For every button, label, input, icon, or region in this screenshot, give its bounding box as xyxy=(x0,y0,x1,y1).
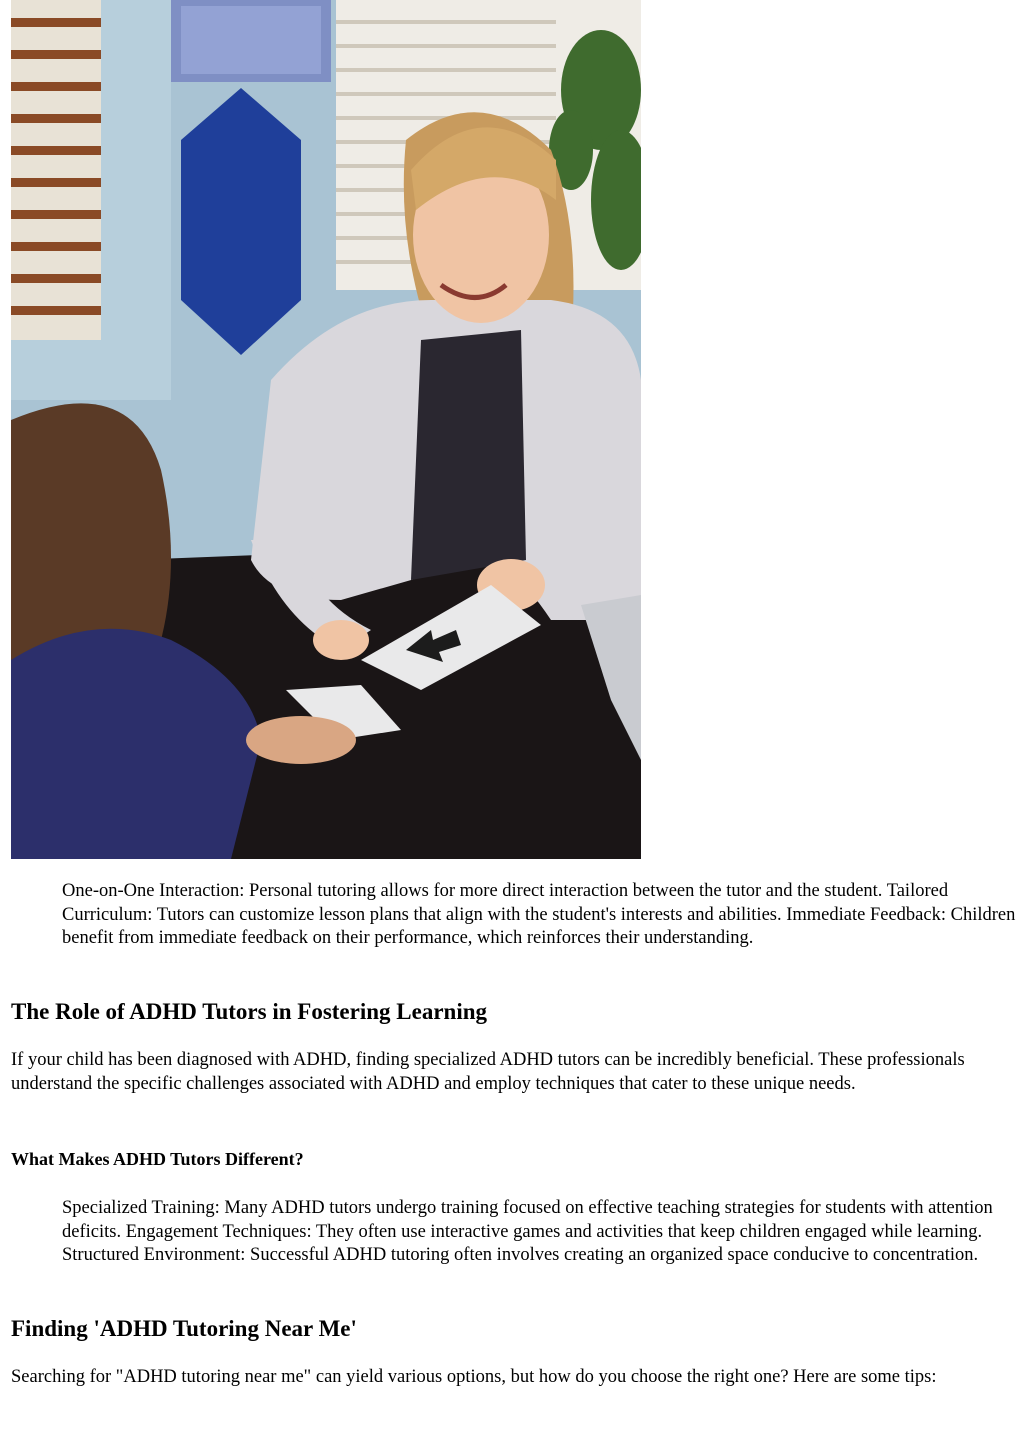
benefits-list xyxy=(62,880,1017,951)
section-heading-near xyxy=(11,1315,1014,1343)
heading-near: Finding 'ADHD Tutoring Near Me' xyxy=(11,1316,357,1341)
role-paragraph xyxy=(11,1049,1014,1096)
window-blinds-left xyxy=(11,0,101,340)
tutoring-photo xyxy=(11,0,641,859)
near-paragraph-text: Searching for "ADHD tutoring near me" can yield various options, but how do you choose the right one? Here are some tips: xyxy=(11,1367,937,1387)
role-paragraph-text: If your child has been diagnosed with ADHD, finding specialized ADHD tutors can be incredibly beneficial. These professionals understand the specific challenges associated with ADHD and employ techniques that cater to these unique needs. xyxy=(11,1050,965,1094)
section-heading-different xyxy=(11,1148,1014,1170)
heading-different: What Makes ADHD Tutors Different? xyxy=(11,1149,304,1169)
differences-list xyxy=(62,1197,1017,1268)
benefits-list-text: One-on-One Interaction: Personal tutoring allows for more direct interaction between the tutor and the student. Tailored Curriculum: Tutors can customize lesson plans that align with the student's interests and abilities. Immediate Feedback: Children benefit from immediate feedback on their performance, which reinforces their understanding. xyxy=(62,881,1016,948)
near-paragraph xyxy=(11,1366,1014,1390)
section-heading-role xyxy=(11,998,1014,1026)
heading-role: The Role of ADHD Tutors in Fostering Learning xyxy=(11,999,488,1024)
differences-list-text: Specialized Training: Many ADHD tutors undergo training focused on effective teaching strategies for students with attention deficits. Engagement Techniques: They often use interactive games and activities that keep children engaged while learning. Structured Environment: Successful ADHD tutoring often involves creating an organized space conducive to concentration. xyxy=(62,1198,993,1265)
